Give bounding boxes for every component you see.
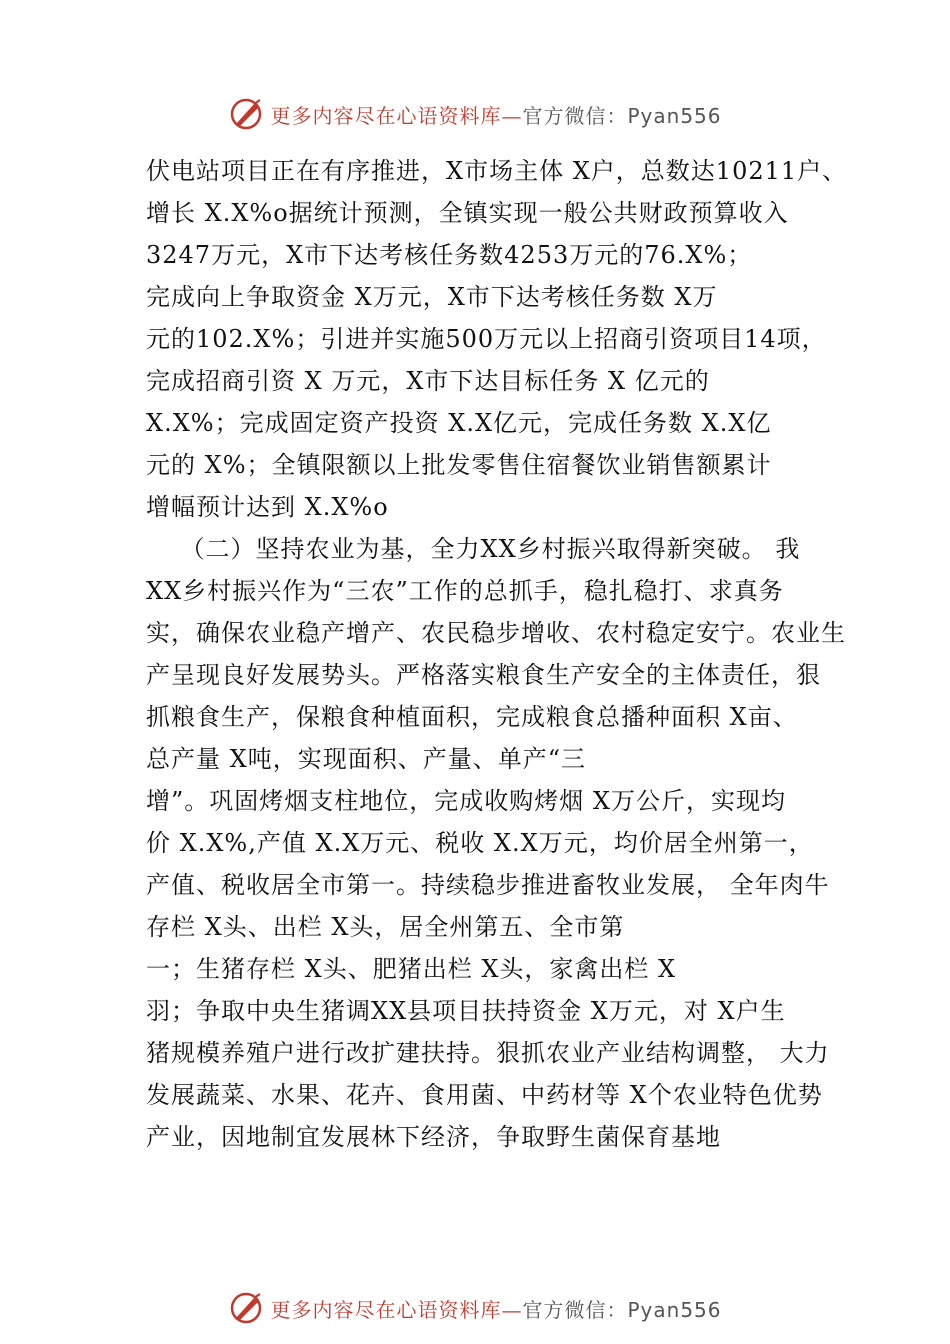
text-line: 猪规模养殖户进行改扩建扶持。狠抓农业产业结构调整， 大力 — [146, 1039, 830, 1067]
text-line: 抓粮食生产，保粮食种植面积，完成粮食总播种面积 X亩、 — [146, 703, 798, 731]
text-line: XX乡村振兴作为“三农”工作的总抓手，稳扎稳打、求真务 — [146, 577, 784, 605]
text-line: 元的 X%；全镇限额以上批发零售住宿餐饮业销售额累计 — [146, 451, 772, 479]
text-line: 一；生猪存栏 X头、肥猪出栏 X头，家禽出栏 X — [146, 955, 677, 983]
text-line: 产值、税收居全市第一。持续稳步推进畜牧业发展， 全年肉牛 — [146, 871, 830, 899]
text-line: X.X%；完成固定资产投资 X.X亿元，完成任务数 X.X亿 — [146, 409, 772, 437]
text-line: 总产量 X吨，实现面积、产量、单产“三 — [146, 745, 586, 773]
text-line: 伏电站项目正在有序推进，X市场主体 X户，总数达10211户、 — [146, 157, 848, 185]
text-line: 3247万元，X市下达考核任务数4253万元的76.X%； — [146, 241, 753, 269]
text-line: 产业，因地制宜发展林下经济，争取野生菌保育基地 — [146, 1123, 721, 1151]
text-line: 完成向上争取资金 X万元，X市下达考核任务数 X万 — [146, 283, 718, 311]
text-line: 发展蔬菜、水果、花卉、食用菌、中药材等 X个农业特色优势 — [146, 1081, 823, 1109]
footer-banner — [0, 1286, 950, 1330]
text-line: 存栏 X头、出栏 X头，居全州第五、全市第 — [146, 913, 625, 941]
text-line: 实，确保农业稳产增产、农民稳步增收、农村稳定安宁。农业生 — [146, 619, 846, 647]
text-line: 元的102.X%；引进并实施500万元以上招商引资项目14项， — [146, 325, 827, 353]
text-line: 增长 X.X%o据统计预测，全镇实现一般公共财政预算收入 — [146, 199, 789, 227]
footer-banner-text: 更多内容尽在心语资料库—官方微信：Pyan556 — [270, 1297, 722, 1322]
text-line: 羽；争取中央生猪调XX县项目扶持资金 X万元，对 X户生 — [146, 997, 786, 1025]
text-line: 完成招商引资 X 万元，X市下达目标任务 X 亿元的 — [146, 367, 710, 395]
text-line: 产呈现良好发展势头。严格落实粮食生产安全的主体责任，狠 — [146, 661, 821, 689]
text-line: 增幅预计达到 X.X%o — [146, 493, 389, 521]
header-banner — [0, 92, 950, 136]
text-line: 价 X.X%,产值 X.X万元、税收 X.X万元，均价居全州第一， — [146, 829, 814, 857]
quill-logo-icon — [228, 1290, 264, 1326]
text-line: （二）坚持农业为基，全力XX乡村振兴取得新突破。 我 — [146, 535, 801, 563]
quill-logo-icon — [228, 96, 264, 132]
header-banner-text: 更多内容尽在心语资料库—官方微信：Pyan556 — [270, 103, 722, 128]
text-line: 增”。巩固烤烟支柱地位，完成收购烤烟 X万公斤，实现均 — [146, 787, 786, 815]
body-text — [146, 150, 846, 1158]
